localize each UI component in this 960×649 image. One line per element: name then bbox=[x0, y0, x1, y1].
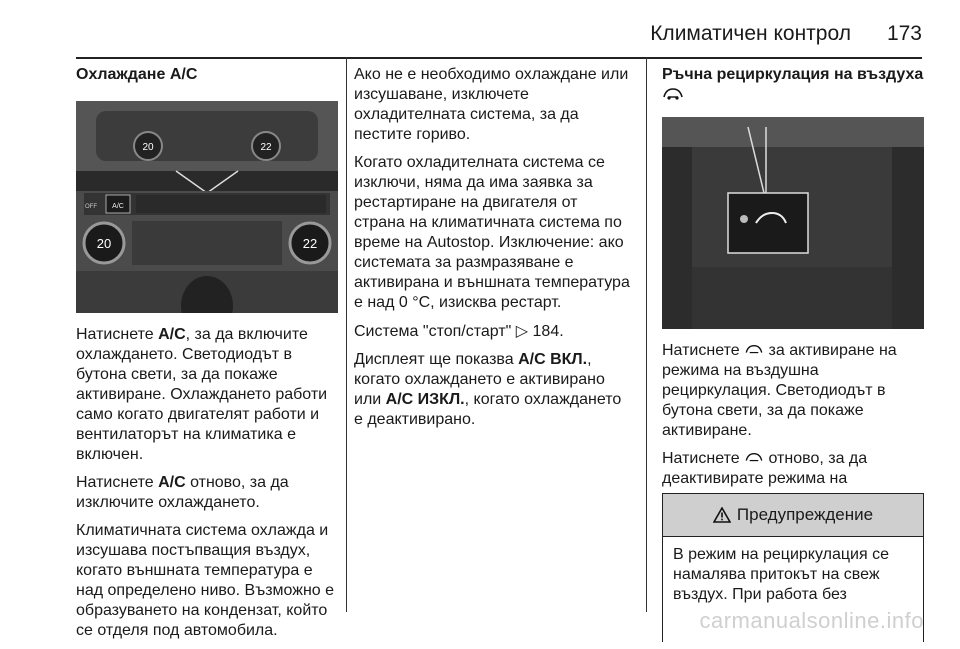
section-heading-ac: Охлаждане A/C bbox=[76, 66, 198, 83]
ac-paragraph-1: Натиснете A/C, за да включите охлаждането. Светодиодът в бутона свети, за да покаже активиране. Охлаждането работи само когато двигателят работи и вентилаторът на климатика е включен. bbox=[76, 326, 328, 463]
section-heading-recirculation: Ръчна рециркулация на въздуха bbox=[662, 65, 924, 105]
warning-text: В режим на рециркулация се намалява притокът на свеж въздух. При работа без bbox=[673, 546, 889, 603]
warning-title: Предупреждение bbox=[736, 505, 874, 524]
recirc-paragraph-1: Натиснете за активиране на режима на въздушна рециркулация. Светодиодът в бутона свети, за да покаже активиране. bbox=[662, 342, 897, 439]
ac-paragraph-3: Климатичната система охлажда и изсушава постъпващия въздух, когато външната температура е над определено ниво. Възможно е образуването на кондензат, който се отделя под автомобила. bbox=[76, 522, 335, 639]
ac-control-panel-image bbox=[76, 101, 338, 313]
recirculation-icon bbox=[744, 452, 764, 464]
ac-paragraph-2: Натиснете A/C отново, за да изключите охлаждането. bbox=[76, 474, 289, 511]
small-temp-left: 20 bbox=[142, 142, 154, 153]
off-button-label: OFF bbox=[85, 204, 97, 210]
temp-knob-left-label: 20 bbox=[96, 236, 112, 251]
recirculation-icon bbox=[744, 344, 764, 356]
column-2 bbox=[354, 57, 632, 438]
watermark: carmanualsonline.info bbox=[699, 608, 924, 633]
column-1 bbox=[76, 57, 338, 649]
warning-header bbox=[663, 493, 923, 537]
page-ref-arrow-icon[interactable]: ▷ bbox=[515, 321, 529, 340]
text-paragraph-2: Когато охладителната система се изключи, няма да има заявка за рестартиране на двигателя от страна на климатичната система по време на Autostop. Изключение: ако системата за размразяване е активирана и външната температура е над 0 °C, изисква рестарт. bbox=[354, 154, 630, 311]
recirculation-icon bbox=[662, 87, 684, 101]
warning-triangle-icon bbox=[713, 507, 731, 523]
small-temp-right: 22 bbox=[260, 142, 272, 153]
page-number: 173 bbox=[886, 22, 922, 45]
ac-button-label: A/C bbox=[112, 203, 124, 210]
column-divider bbox=[646, 57, 647, 612]
page-title: Климатичен контрол bbox=[650, 22, 851, 45]
page-header bbox=[650, 22, 922, 46]
text-paragraph-4: Дисплеят ще показва A/C ВКЛ., когато охлаждането е активирано или A/C ИЗКЛ., когато охлаждането е деактивирано. bbox=[354, 351, 622, 428]
column-divider bbox=[346, 57, 347, 612]
column-3 bbox=[662, 57, 924, 517]
recirculation-button-image bbox=[662, 117, 924, 329]
recirc-paragraph-2: Натиснете отново, за да деактивирате режима на bbox=[662, 450, 868, 487]
text-paragraph-1: Ако не е необходимо охлаждане или изсушаване, изключете охладителната система, за да пестите гориво. bbox=[354, 66, 629, 143]
text-paragraph-3: Система "стоп/старт" ▷ 184. bbox=[354, 321, 564, 340]
temp-knob-right-label: 22 bbox=[302, 236, 318, 251]
